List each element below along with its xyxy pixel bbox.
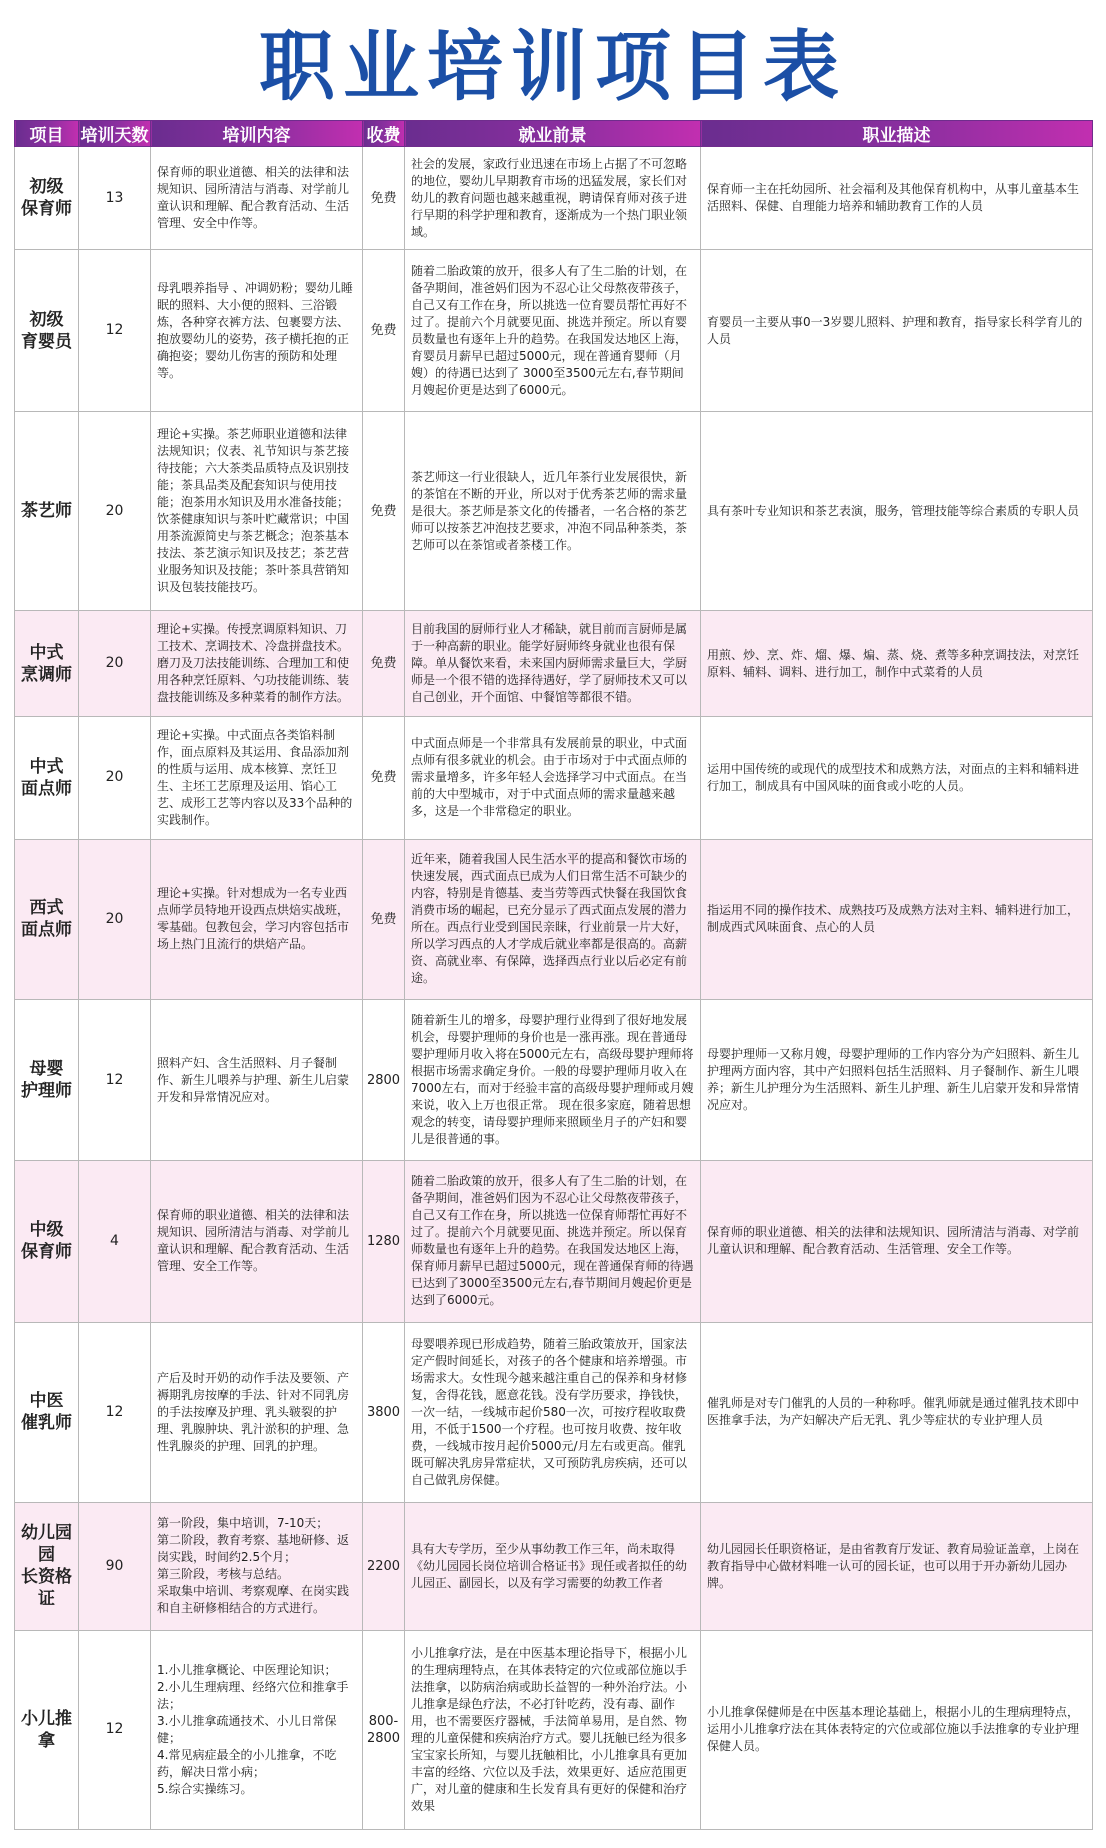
- employment-prospect: 小儿推拿疗法，是在中医基本理论指导下，根据小儿的生理病理特点，在其体表特定的穴位或部位施以手法推拿，以防病治病或助长益智的一种外治疗法。小儿推拿是绿色疗法，不必打针吃药，没有毒、副作用，也不需要医疗器械，手法简单易用，是自然、物理的儿童保健和疾病治疗方式。婴儿抚触已经为很多宝宝家长所知，与婴儿抚触相比，小儿推拿具有更加丰富的经络、穴位以及手法，效果更好、适应范围更广，对儿童的健康和生长发育具有更好的保健和治疗效果: [405, 1630, 701, 1829]
- fee: 免费: [363, 716, 405, 839]
- table-row: [15, 716, 1093, 839]
- job-description: 催乳师是对专门催乳的人员的一种称呼。催乳师就是通过催乳技术即中医推拿手法，为产妇解决产后无乳、乳少等症状的专业护理人员: [701, 1322, 1093, 1502]
- table-row: [15, 250, 1093, 412]
- employment-prospect: 目前我国的厨师行业人才稀缺，就目前而言厨师是属于一种高薪的职业。能学好厨师终身就业也很有保障。单从餐饮来看，未来国内厨师需求量巨大，学厨师是一个很不错的选择待遇好，学了厨师技术又可以自己创业，开个面馆、中餐馆等都很不错。: [405, 611, 701, 717]
- training-days: 20: [79, 839, 151, 1000]
- project-name: 幼儿园园 长资格证: [15, 1502, 79, 1630]
- fee: 2200: [363, 1502, 405, 1630]
- job-description: 具有茶叶专业知识和茶艺表演，服务，管理技能等综合素质的专职人员: [701, 412, 1093, 611]
- employment-prospect: 母婴喂养现已形成趋势，随着三胎政策放开，国家法定产假时间延长，对孩子的各个健康和培养增强。市场需求大。女性现今越来越注重自己的保养和身材修复，舍得花钱，愿意花钱。没有学历要求，挣钱快，一次一结，一线城市起价580一次，可按疗程收取费用，不低于1500一个疗程。也可按月收费、按年收费，一线城市按月起价5000元/月左右或更高。催乳既可解决乳房异常症状，又可预防乳房疾病，还可以自己做乳房保健。: [405, 1322, 701, 1502]
- training-table: [14, 120, 1093, 1830]
- training-days: 4: [79, 1161, 151, 1323]
- training-content: 理论+实操。传授烹调原料知识、刀工技术、烹调技术、冷盘拼盘技术。磨刀及刀法技能训练、合理加工和使用各种烹饪原料、勺功技能训练、装盘技能训练及多种菜肴的制作方法。: [151, 611, 363, 717]
- page-title: 职业培训项目表: [259, 21, 847, 111]
- training-content: 母乳喂养指导 、冲调奶粉；婴幼儿睡眠的照料、大小便的照料、三浴锻炼，各种穿衣裤方法、包裹婴方法、抱放婴幼儿的姿势，孩子横托抱的正确抱姿；婴幼儿伤害的预防和处理等。: [151, 250, 363, 412]
- training-content: 理论+实操。茶艺师职业道德和法律法规知识；仪表、礼节知识与茶艺接待技能；六大茶类品质特点及识别技能；茶具品类及配套知识与使用技能；泡茶用水知识及用水准备技能；饮茶健康知识与茶叶贮藏常识；中国用茶流源简史与茶艺概念；泡茶基本技法、茶艺演示知识及技艺；茶艺营业服务知识及技能；茶叶茶具营销知识及包装技能技巧。: [151, 412, 363, 611]
- table-row: [15, 1000, 1093, 1161]
- training-days: 12: [79, 1322, 151, 1502]
- table-row: [15, 147, 1093, 250]
- table-row: [15, 839, 1093, 1000]
- training-days: 13: [79, 147, 151, 250]
- project-name: 中级 保育师: [15, 1161, 79, 1323]
- training-content: 理论+实操。中式面点各类馅料制作，面点原料及其运用、食品添加剂的性质与运用、成本核算、烹饪卫生、主坯工艺原理及运用、馅心工艺、成形工艺等内容以及33个品种的实践制作。: [151, 716, 363, 839]
- employment-prospect: 近年来，随着我国人民生活水平的提高和餐饮市场的快速发展，西式面点已成为人们日常生活不可缺少的内容，特别是肯德基、麦当劳等西式快餐在我国饮食消费市场的崛起，已充分显示了西式面点发展的潜力所在。西点行业受到国民亲睐，行业前景一片大好，所以学习西点的人才学成后就业率都是很高的。高薪资、高就业率、有保障，选择西点行业以后必定有前途。: [405, 839, 701, 1000]
- fee: 免费: [363, 147, 405, 250]
- header-fee: 收费: [363, 121, 405, 147]
- training-content: 照料产妇、含生活照料、月子餐制作、新生儿喂养与护理、新生儿启蒙开发和异常情况应对。: [151, 1000, 363, 1161]
- table-row: [15, 1161, 1093, 1323]
- project-name: 西式 面点师: [15, 839, 79, 1000]
- fee: 免费: [363, 412, 405, 611]
- training-content: 理论+实操。针对想成为一名专业西点师学员特地开设西点烘焙实战班，零基础。包教包会，学习内容包括市场上热门且流行的烘焙产品。: [151, 839, 363, 1000]
- project-name: 初级 育婴员: [15, 250, 79, 412]
- training-days: 12: [79, 1000, 151, 1161]
- training-content: 产后及时开奶的动作手法及要领、产褥期乳房按摩的手法、针对不同乳房的手法按摩及护理、乳头皲裂的护理、乳腺肿块、乳汁淤积的护理、急性乳腺炎的护理、回乳的护理。: [151, 1322, 363, 1502]
- employment-prospect: 中式面点师是一个非常具有发展前景的职业，中式面点师有很多就业的机会。由于市场对于中式面点师的需求量增多，许多年轻人会选择学习中式面点。在当前的大中型城市，对于中式面点师的需求量越来越多，这是一个非常稳定的职业。: [405, 716, 701, 839]
- table-row: [15, 1322, 1093, 1502]
- project-name: 初级 保育师: [15, 147, 79, 250]
- training-days: 20: [79, 611, 151, 717]
- header-description: 职业描述: [701, 121, 1093, 147]
- fee: 免费: [363, 611, 405, 717]
- employment-prospect: 具有大专学历，至少从事幼教工作三年，尚未取得《幼儿园园长岗位培训合格证书》现任或者拟任的幼儿园正、副园长，以及有学习需要的幼教工作者: [405, 1502, 701, 1630]
- header-content: 培训内容: [151, 121, 363, 147]
- table-row: [15, 412, 1093, 611]
- table-header-row: [15, 121, 1093, 147]
- job-description: 保育师一主在托幼园所、社会福利及其他保育机构中，从事儿童基本生活照料、保健、自理能力培养和辅助教育工作的人员: [701, 147, 1093, 250]
- training-days: 90: [79, 1502, 151, 1630]
- training-days: 20: [79, 412, 151, 611]
- fee: 800-2800: [363, 1630, 405, 1829]
- table-row: [15, 1502, 1093, 1630]
- training-content: 第一阶段，集中培训，7-10天； 第二阶段，教育考察、基地研修、返岗实践，时间约2.5个月； 第三阶段，考核与总结。 采取集中培训、考察观摩、在岗实践和自主研修相结合的方式进行。: [151, 1502, 363, 1630]
- table-row: [15, 1630, 1093, 1829]
- job-description: 育婴员一主要从事0一3岁婴儿照料、护理和教育，指导家长科学育儿的人员: [701, 250, 1093, 412]
- job-description: 用煎、炒、烹、炸、熘、爆、煸、蒸、烧、煮等多种烹调技法，对烹饪原料、辅料、调料、进行加工，制作中式菜肴的人员: [701, 611, 1093, 717]
- training-content: 保育师的职业道德、相关的法律和法规知识、园所清洁与消毒、对学前儿童认识和理解、配合教育活动、生活管理、安全中作等。: [151, 147, 363, 250]
- header-days: 培训天数: [79, 121, 151, 147]
- header-prospect: 就业前景: [405, 121, 701, 147]
- employment-prospect: 随着二胎政策的放开，很多人有了生二胎的计划，在备孕期间，准爸妈们因为不忍心让父母熬夜带孩子，自己又有工作在身，所以挑选一位育婴员帮忙再好不过了。提前六个月就要见面、挑选并预定。所以育婴员数量也有逐年上升的趋势。在我国发达地区上海，育婴员月薪早已超过5000元，现在普通育婴师（月嫂）的待遇已达到了 3000至3500元左右,春节期间月嫂起价更是达到了6000元。: [405, 250, 701, 412]
- training-content: 1.小儿推拿概论、中医理论知识； 2.小儿生理病理、经络穴位和推拿手法； 3.小儿推拿疏通技术、小儿日常保健； 4.常见病症最全的小儿推拿，不吃药，解决日常小病； 5.综合实操练习。: [151, 1630, 363, 1829]
- fee: 3800: [363, 1322, 405, 1502]
- fee: 免费: [363, 839, 405, 1000]
- training-days: 12: [79, 250, 151, 412]
- training-content: 保育师的职业道德、相关的法律和法规知识、园所清洁与消毒、对学前儿童认识和理解、配合教育活动、生活管理、安全工作等。: [151, 1161, 363, 1323]
- fee: 1280: [363, 1161, 405, 1323]
- project-name: 小儿推拿: [15, 1630, 79, 1829]
- project-name: 中式 烹调师: [15, 611, 79, 717]
- training-days: 20: [79, 716, 151, 839]
- employment-prospect: 社会的发展，家政行业迅速在市场上占据了不可忽略的地位，婴幼儿早期教育市场的迅猛发展，家长们对幼儿的教育问题也越来越重视，聘请保育师对孩子进行早期的科学护理和教育，逐渐成为一个热门职业领域。: [405, 147, 701, 250]
- job-description: 保育师的职业道德、相关的法律和法规知识、园所清洁与消毒、对学前儿童认识和理解、配合教育活动、生活管理、安全工作等。: [701, 1161, 1093, 1323]
- job-description: 指运用不同的操作技术、成熟技巧及成熟方法对主料、辅料进行加工，制成西式风味面食、点心的人员: [701, 839, 1093, 1000]
- project-name: 中医 催乳师: [15, 1322, 79, 1502]
- project-name: 茶艺师: [15, 412, 79, 611]
- job-description: 幼儿园园长任职资格证，是由省教育厅发证、教育局验证盖章，上岗在教育指导中心做材料唯一认可的园长证，也可以用于开办新幼儿园办牌。: [701, 1502, 1093, 1630]
- table-row: [15, 611, 1093, 717]
- job-description: 小儿推拿保健师是在中医基本理论基础上，根据小儿的生理病理特点，运用小儿推拿疗法在其体表特定的穴位或部位施以手法推拿的专业护理保健人员。: [701, 1630, 1093, 1829]
- header-project: 项目: [15, 121, 79, 147]
- training-days: 12: [79, 1630, 151, 1829]
- project-name: 母婴 护理师: [15, 1000, 79, 1161]
- employment-prospect: 随着二胎政策的放开，很多人有了生二胎的计划，在备孕期间，准爸妈们因为不忍心让父母熬夜带孩子，自己又有工作在身，所以挑选一位保育师帮忙再好不过了。提前六个月就要见面、挑选并预定。所以保育师数量也有逐年上升的趋势。在我国发达地区上海，保育师月薪早已超过5000元，现在普通保育师的待遇已达到了3000至3500元左右,春节期间月嫂起价更是达到了6000元。: [405, 1161, 701, 1323]
- job-description: 运用中国传统的或现代的成型技术和成熟方法，对面点的主料和辅料进行加工，制成具有中国风味的面食或小吃的人员。: [701, 716, 1093, 839]
- job-description: 母婴护理师一又称月嫂，母婴护理师的工作内容分为产妇照料、新生儿护理两方面内容，其中产妇照料包括生活照料、月子餐制作、新生儿喂养；新生儿护理分为生活照料、新生儿护理、新生儿启蒙开发和异常情况应对。: [701, 1000, 1093, 1161]
- employment-prospect: 随着新生儿的增多，母婴护理行业得到了很好地发展机会，母婴护理师的身价也是一涨再涨。现在普通母婴护理师月收入将在5000元左右，高级母婴护理师将根据市场需求确定身价。一般的母婴护理师月收入在7000左右，而对于经验丰富的高级母婴护理师或月嫂来说，收入上万也很正常。 现在很多家庭，随着思想观念的转变，请母婴护理师来照顾坐月子的产妇和婴儿是很普通的事。: [405, 1000, 701, 1161]
- employment-prospect: 茶艺师这一行业很缺人，近几年茶行业发展很快，新的茶馆在不断的开业，所以对于优秀茶艺师的需求量是很大。茶艺师是茶文化的传播者，一名合格的茶艺师可以按茶艺冲泡技艺要求，冲泡不同品种茶类，茶艺师可以在茶馆或者茶楼工作。: [405, 412, 701, 611]
- fee: 2800: [363, 1000, 405, 1161]
- fee: 免费: [363, 250, 405, 412]
- project-name: 中式 面点师: [15, 716, 79, 839]
